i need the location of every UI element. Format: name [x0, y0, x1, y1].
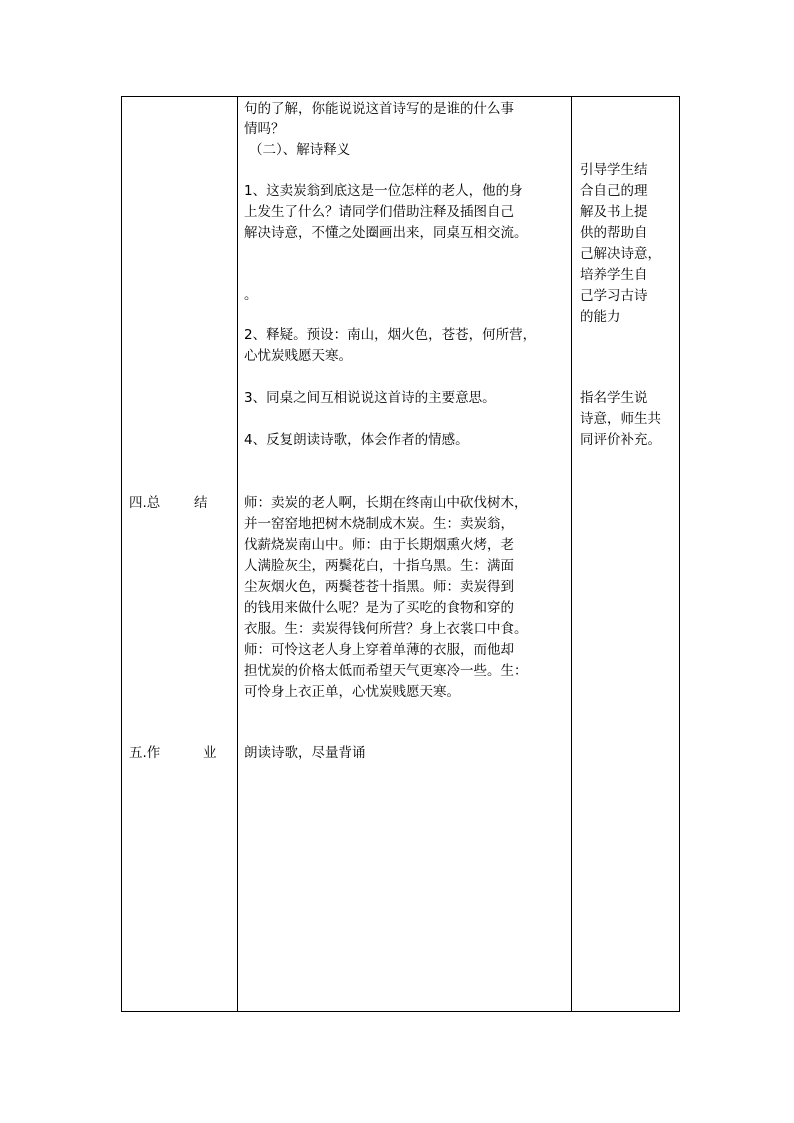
- note-line: 的能力: [580, 309, 621, 325]
- item-2-line-1: 2、释疑。预设：南山，烟火色，苍苍，何所营，: [244, 327, 537, 343]
- note-line: 培养学生自: [580, 267, 648, 283]
- note-line: 己解决诗意，: [580, 246, 661, 262]
- lesson-plan-table: [121, 96, 680, 1012]
- note-line: 同评价补充。: [580, 432, 661, 448]
- summary-line: 伐薪烧炭南山中。师：由于长期烟熏火烤，老: [244, 537, 514, 553]
- note-line: 合自己的理: [580, 183, 648, 199]
- item-1-line-3: 解决诗意，不懂之处圈画出来，同桌互相交流。: [244, 225, 528, 241]
- intro-line-1: 句的了解，你能说说这首诗写的是谁的什么事: [244, 101, 514, 117]
- item-1-line-2: 上发生了什么？请同学们借助注释及插图自己: [244, 204, 514, 220]
- summary-line: 担忧炭的价格太低而希望天气更寒冷一些。生：: [244, 663, 528, 679]
- section-label-summary: [129, 493, 209, 513]
- item-4: 4、反复朗读诗歌，体会作者的情感。: [244, 432, 469, 448]
- section-label-homework: [129, 743, 219, 763]
- note-line: 引导学生结: [580, 162, 648, 178]
- note-line: 己学习古诗: [580, 288, 648, 304]
- column-divider-right: [571, 97, 572, 1011]
- summary-line: 可怜身上衣正单，心忧炭贱愿天寒。: [244, 684, 460, 700]
- summary-line: 并一窑窑地把树木烧制成木炭。生：卖炭翁，: [244, 516, 514, 532]
- item-1-line-1: 1、这卖炭翁到底这是一位怎样的老人，他的身: [244, 183, 523, 199]
- note-line: 指名学生说: [580, 390, 648, 406]
- summary-line: 的钱用来做什么呢？是为了买吃的食物和穿的: [244, 600, 514, 616]
- summary-line: 尘灰烟火色，两鬓苍苍十指黑。师：卖炭得到: [244, 579, 514, 595]
- dot-line: 。: [244, 287, 258, 303]
- summary-line: 师：可怜这老人身上穿着单薄的衣服，而他却: [244, 642, 514, 658]
- section-label-summary-a: 四.总: [129, 495, 161, 511]
- note-line: 解及书上提: [580, 204, 648, 220]
- homework-text: 朗读诗歌，尽量背诵: [244, 745, 366, 761]
- summary-line: 衣服。生：卖炭得钱何所营？身上衣裳口中食。: [244, 621, 528, 637]
- intro-line-2: 情吗？: [244, 121, 285, 137]
- item-2-line-2: 心忧炭贱愿天寒。: [244, 348, 352, 364]
- column-divider-left: [237, 97, 238, 1011]
- summary-line: 人满脸灰尘，两鬓花白，十指乌黑。生：满面: [244, 558, 514, 574]
- section-label-summary-b: 结: [194, 495, 208, 511]
- section-label-homework-a: 五.作: [129, 745, 161, 761]
- section-label-homework-b: 业: [203, 745, 217, 761]
- summary-line: 师：卖炭的老人啊，长期在终南山中砍伐树木，: [244, 495, 528, 511]
- note-line: 诗意，师生共: [580, 411, 661, 427]
- note-line: 供的帮助自: [580, 225, 648, 241]
- section-heading-2: （二）、解诗释义: [249, 142, 351, 158]
- item-3: 3、同桌之间互相说说这首诗的主要意思。: [244, 390, 496, 406]
